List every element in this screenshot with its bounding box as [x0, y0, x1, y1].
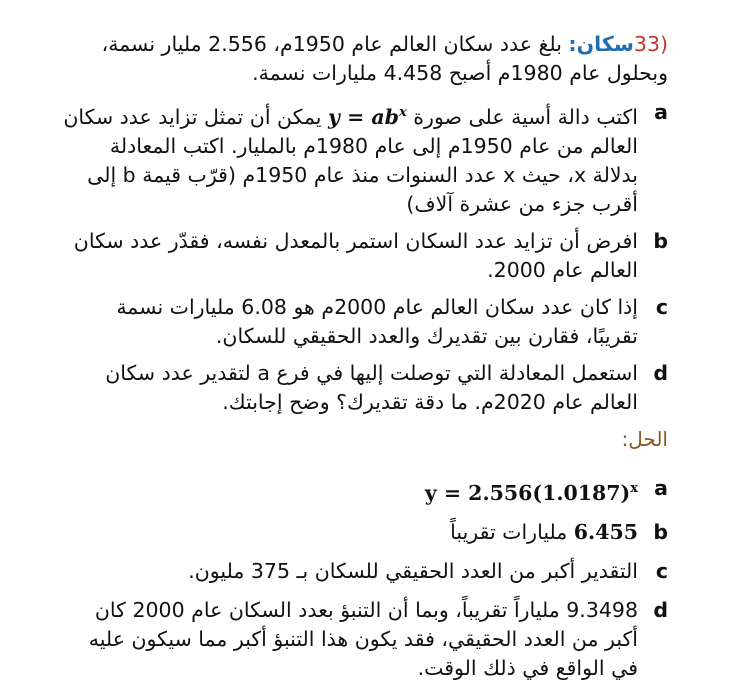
- answer-c-text: التقدير أكبر من العدد الحقيقي للسكان بـ 375 مليون.: [188, 559, 638, 583]
- answer-d-text: 9.3498 ملياراً تقريباً، وبما أن التنبؤ بعدد السكان عام 2000 كان أكبر من العدد الحقيقي، فقد يكون هذا التنبؤ أكبر مما سيكون عليه في الواقع في ذلك الوقت.: [88, 598, 638, 680]
- formula-base: y = 2.556(1.0187): [424, 481, 631, 505]
- solution-label: الحل:: [621, 427, 668, 451]
- answer-c: [60, 557, 668, 586]
- part-a-text: [60, 98, 638, 219]
- part-c-text: إذا كان عدد سكان العالم عام 2000م هو 6.08 مليارات نسمة تقريبًا، فقارن بين تقديرك والعدد الحقيقي للسكان.: [116, 295, 638, 348]
- question-header: [60, 30, 668, 88]
- answer-d: [60, 596, 668, 683]
- part-letter: b: [653, 229, 668, 253]
- part-letter: d: [653, 361, 668, 385]
- answer-letter: c: [655, 559, 668, 583]
- question-intro: [60, 30, 668, 88]
- formula-exponent: x: [630, 481, 638, 496]
- question-intro-text: بلغ عدد سكان العالم عام 1950م، 2.556 مليار نسمة، وبحلول عام 1980م أصبح 4.458 مليارات نسمة.: [101, 32, 668, 85]
- part-a: [60, 98, 668, 219]
- part-a-after: يمكن أن تمثل تزايد عدد سكان العالم من عام 1950م إلى عام 1980م بالمليار. اكتب المعادلة بدلالة x، حيث x عدد السنوات منذ عام 1950م (قرّب قيمة b إلى أقرب جزء من عشرة آلاف): [63, 105, 638, 216]
- formula-exponent: x: [399, 105, 407, 120]
- answer-letter: d: [653, 598, 668, 622]
- answer-letter: b: [653, 520, 668, 544]
- answer-letter: a: [654, 476, 668, 500]
- answer-a-body: [60, 474, 638, 508]
- part-b-text: افرض أن تزايد عدد السكان استمر بالمعدل نفسه، فقدّر عدد سكان العالم عام 2000.: [73, 229, 638, 282]
- answer-b-value: 6.455: [573, 520, 638, 544]
- answer-b-body: [60, 518, 638, 547]
- part-d-text: استعمل المعادلة التي توصلت إليها في فرع a لتقدير عدد سكان العالم عام 2020م. ما دقة تقديرك؟ وضح إجابتك.: [105, 361, 638, 414]
- formula-text: [328, 105, 407, 129]
- answer-b-text: مليارات تقريباً: [450, 520, 574, 544]
- answer-a: [60, 474, 668, 508]
- part-letter: c: [655, 295, 668, 319]
- part-d: [60, 359, 668, 417]
- part-letter: a: [654, 100, 668, 124]
- answer-b: [60, 518, 668, 547]
- part-c: [60, 293, 668, 351]
- answer-a-formula: [425, 474, 638, 508]
- part-b: [60, 227, 668, 285]
- formula-base: y = ab: [328, 105, 400, 129]
- question-number: 33): [633, 32, 668, 56]
- part-a-formula: [328, 98, 407, 132]
- part-a-before: اكتب دالة أسية على صورة: [406, 105, 638, 129]
- question-title: سكان:: [568, 32, 634, 56]
